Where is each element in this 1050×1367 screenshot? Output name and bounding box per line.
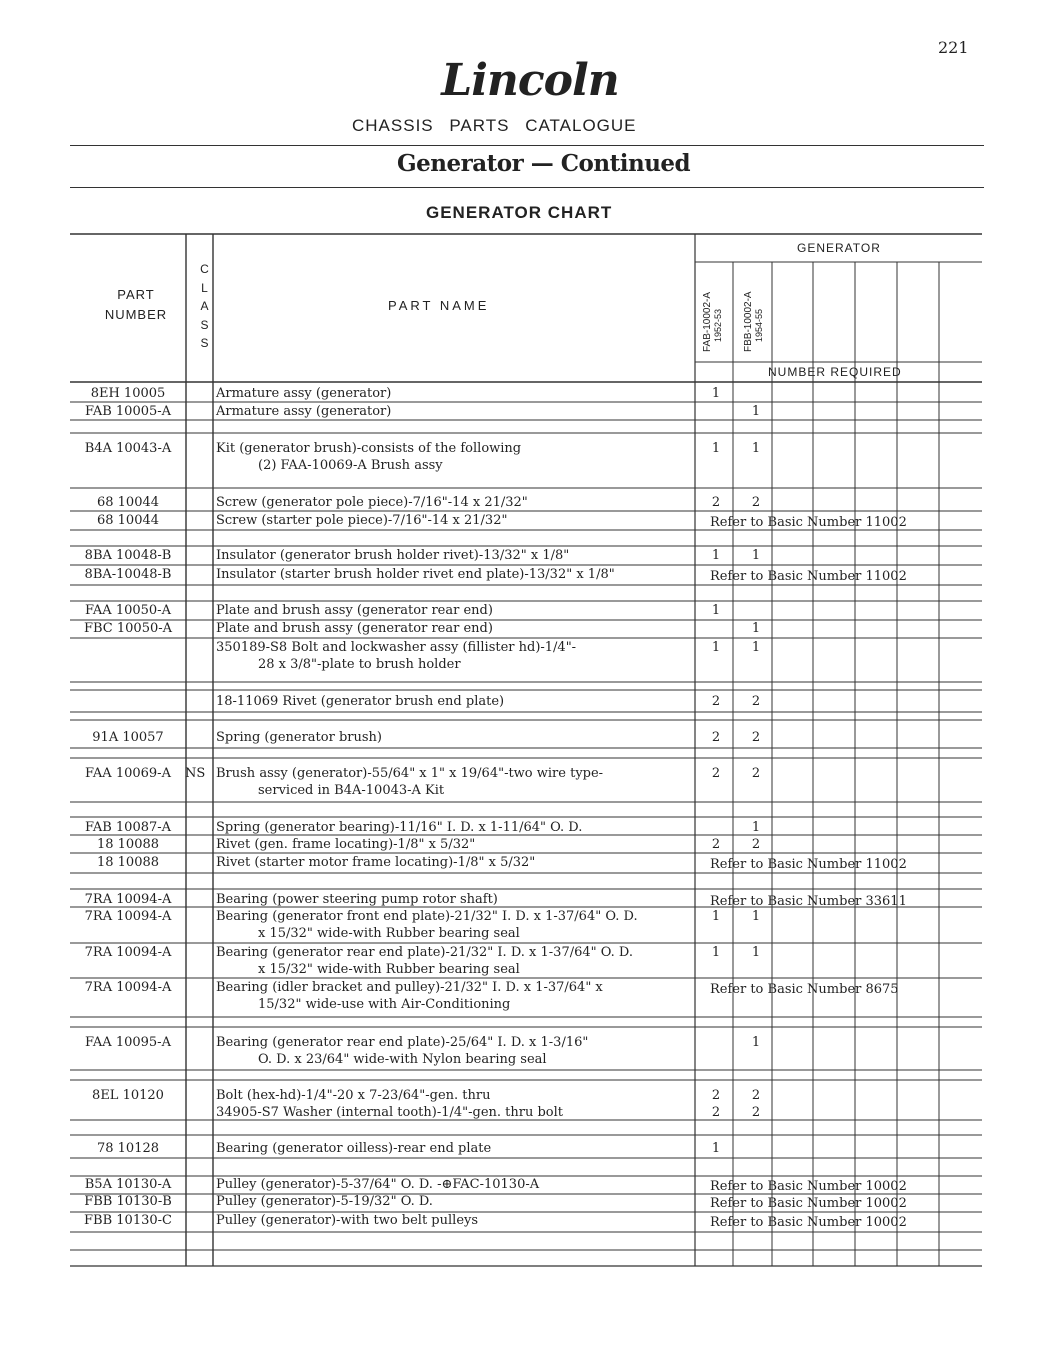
page-number: 221	[938, 38, 969, 57]
refer-note: Refer to Basic Number 10002	[710, 1179, 907, 1194]
qty-fab-10002-a: 2	[711, 837, 721, 852]
catalog-title: CHASSIS PARTS CATALOGUE	[352, 116, 637, 135]
part-number: 91A 10057	[92, 730, 164, 745]
part-name-continued: x 15/32" wide-with Rubber bearing seal	[258, 962, 520, 977]
qty-fab-10002-a: 2	[711, 1105, 721, 1120]
part-name: Spring (generator bearing)-11/16" I. D. x 1-11/64" O. D.	[216, 820, 583, 835]
part-number: FAA 10050-A	[85, 603, 171, 618]
qty-fab-10002-a: 1	[711, 603, 721, 618]
part-name: 350189-S8 Bolt and lockwasher assy (fillister hd)-1/4"-	[216, 640, 577, 655]
part-name: Plate and brush assy (generator rear end)	[216, 603, 493, 618]
refer-note: Refer to Basic Number 8675	[710, 982, 899, 997]
qty-fbb-10002-a: 2	[751, 1088, 761, 1103]
part-number: FBB 10130-C	[84, 1213, 172, 1228]
part-name: Spring (generator brush)	[216, 730, 382, 745]
refer-note: Refer to Basic Number 11002	[710, 515, 907, 530]
part-name: Pulley (generator)-5-37/64" O. D. -⊕FAC-10130-A	[216, 1177, 540, 1192]
refer-note: Refer to Basic Number 11002	[710, 569, 907, 584]
part-name: Bearing (power steering pump rotor shaft)	[216, 892, 498, 907]
part-name: Insulator (starter brush holder rivet end plate)-13/32" x 1/8"	[216, 567, 615, 582]
qty-fbb-10002-a: 2	[751, 495, 761, 510]
refer-note: Refer to Basic Number 10002	[710, 1196, 907, 1211]
number-required-header: NUMBER REQUIRED	[768, 365, 902, 379]
qty-fbb-10002-a: 2	[751, 766, 761, 781]
part-number: 68 10044	[96, 513, 160, 528]
qty-fbb-10002-a: 1	[751, 1035, 761, 1050]
part-name: Pulley (generator)-5-19/32" O. D.	[216, 1194, 433, 1209]
part-number: 18 10088	[96, 855, 160, 870]
refer-note: Refer to Basic Number 11002	[710, 857, 907, 872]
part-name: Kit (generator brush)-consists of the following	[216, 441, 522, 456]
qty-fbb-10002-a: 1	[751, 820, 761, 835]
part-number: 68 10044	[96, 495, 160, 510]
qty-fab-10002-a: 1	[711, 1141, 721, 1156]
refer-note: Refer to Basic Number 33611	[710, 894, 907, 909]
part-name: Bolt (hex-hd)-1/4"-20 x 7-23/64"-gen. thru	[216, 1088, 491, 1103]
model2-header: FBB-10002-A 1954-55	[743, 291, 764, 352]
part-name-continued: (2) FAA-10069-A Brush assy	[258, 458, 443, 473]
part-number: FBC 10050-A	[83, 621, 173, 636]
part-name: Bearing (generator rear end plate)-25/64" I. D. x 1-3/16"	[216, 1035, 589, 1050]
part-name: Screw (generator pole piece)-7/16"-14 x 21/32"	[216, 495, 528, 510]
part-number: 7RA 10094-A	[84, 945, 172, 960]
part-name: 34905-S7 Washer (internal tooth)-1/4"-gen. thru bolt	[216, 1105, 564, 1120]
part-name: Plate and brush assy (generator rear end)	[216, 621, 493, 636]
qty-fbb-10002-a: 1	[751, 404, 761, 419]
qty-fbb-10002-a: 1	[751, 909, 761, 924]
qty-fbb-10002-a: 2	[751, 694, 761, 709]
part-number: FBB 10130-B	[84, 1194, 172, 1209]
part-number: B5A 10130-A	[84, 1177, 172, 1192]
qty-fbb-10002-a: 1	[751, 621, 761, 636]
part-number: 78 10128	[96, 1141, 160, 1156]
qty-fab-10002-a: 1	[711, 441, 721, 456]
part-name-continued: x 15/32" wide-with Rubber bearing seal	[258, 926, 520, 941]
section-title: Generator — Continued	[397, 150, 691, 177]
part-name-header: PART NAME	[388, 298, 490, 313]
chart-title: GENERATOR CHART	[426, 203, 613, 222]
qty-fab-10002-a: 2	[711, 730, 721, 745]
part-number: FAA 10069-A	[85, 766, 171, 781]
part-number: 7RA 10094-A	[84, 892, 172, 907]
part-number: FAB 10087-A	[84, 820, 172, 835]
part-name: Bearing (idler bracket and pulley)-21/32" I. D. x 1-37/64" x	[216, 980, 603, 995]
part-name: Rivet (gen. frame locating)-1/8" x 5/32"	[216, 837, 476, 852]
part-name: 18-11069 Rivet (generator brush end plate)	[216, 694, 505, 709]
part-number: B4A 10043-A	[84, 441, 172, 456]
qty-fbb-10002-a: 1	[751, 548, 761, 563]
qty-fbb-10002-a: 2	[751, 837, 761, 852]
part-number: 8BA 10048-B	[84, 548, 172, 563]
part-name: Bearing (generator front end plate)-21/32" I. D. x 1-37/64" O. D.	[216, 909, 638, 924]
class-header: C L A S S	[200, 262, 210, 350]
brand-logo: Lincoln	[441, 55, 619, 106]
part-number: 7RA 10094-A	[84, 909, 172, 924]
qty-fab-10002-a: 1	[711, 909, 721, 924]
part-name: Bearing (generator oilless)-rear end plate	[216, 1141, 492, 1156]
qty-fab-10002-a: 1	[711, 640, 721, 655]
part-number: 18 10088	[96, 837, 160, 852]
qty-fbb-10002-a: 1	[751, 945, 761, 960]
part-name-continued: 15/32" wide-use with Air-Conditioning	[258, 997, 511, 1012]
part-name: Bearing (generator rear end plate)-21/32" I. D. x 1-37/64" O. D.	[216, 945, 634, 960]
qty-fab-10002-a: 2	[711, 766, 721, 781]
qty-fab-10002-a: 1	[711, 386, 721, 401]
qty-fab-10002-a: 2	[711, 495, 721, 510]
part-name: Pulley (generator)-with two belt pulleys	[216, 1213, 479, 1228]
part-number: FAB 10005-A	[84, 404, 172, 419]
generator-header: GENERATOR	[797, 241, 881, 255]
part-name-continued: 28 x 3/8"-plate to brush holder	[258, 657, 461, 672]
part-name: Rivet (starter motor frame locating)-1/8" x 5/32"	[216, 855, 536, 870]
model1-header: FAB-10002-A 1952-53	[702, 291, 723, 352]
qty-fab-10002-a: 2	[711, 694, 721, 709]
part-name-continued: O. D. x 23/64" wide-with Nylon bearing seal	[258, 1052, 547, 1067]
part-number: 8EL 10120	[92, 1088, 164, 1103]
part-name: Insulator (generator brush holder rivet)-13/32" x 1/8"	[216, 548, 570, 563]
qty-fbb-10002-a: 1	[751, 640, 761, 655]
qty-fab-10002-a: 1	[711, 945, 721, 960]
part-name-continued: serviced in B4A-10043-A Kit	[258, 783, 445, 798]
qty-fbb-10002-a: 2	[751, 730, 761, 745]
part-name: Armature assy (generator)	[216, 404, 392, 419]
part-number: FAA 10095-A	[85, 1035, 171, 1050]
class-code: NS	[185, 766, 206, 781]
qty-fab-10002-a: 1	[711, 548, 721, 563]
part-number: 7RA 10094-A	[84, 980, 172, 995]
part-name: Brush assy (generator)-55/64" x 1" x 19/64"-two wire type-	[216, 766, 604, 781]
part-name: Armature assy (generator)	[216, 386, 392, 401]
part-number: 8BA-10048-B	[84, 567, 172, 582]
qty-fab-10002-a: 2	[711, 1088, 721, 1103]
qty-fbb-10002-a: 1	[751, 441, 761, 456]
part-number: 8EH 10005	[90, 386, 166, 401]
part-number-header: PART NUMBER	[104, 287, 168, 322]
refer-note: Refer to Basic Number 10002	[710, 1215, 907, 1230]
part-name: Screw (starter pole piece)-7/16"-14 x 21/32"	[216, 513, 508, 528]
qty-fbb-10002-a: 2	[751, 1105, 761, 1120]
